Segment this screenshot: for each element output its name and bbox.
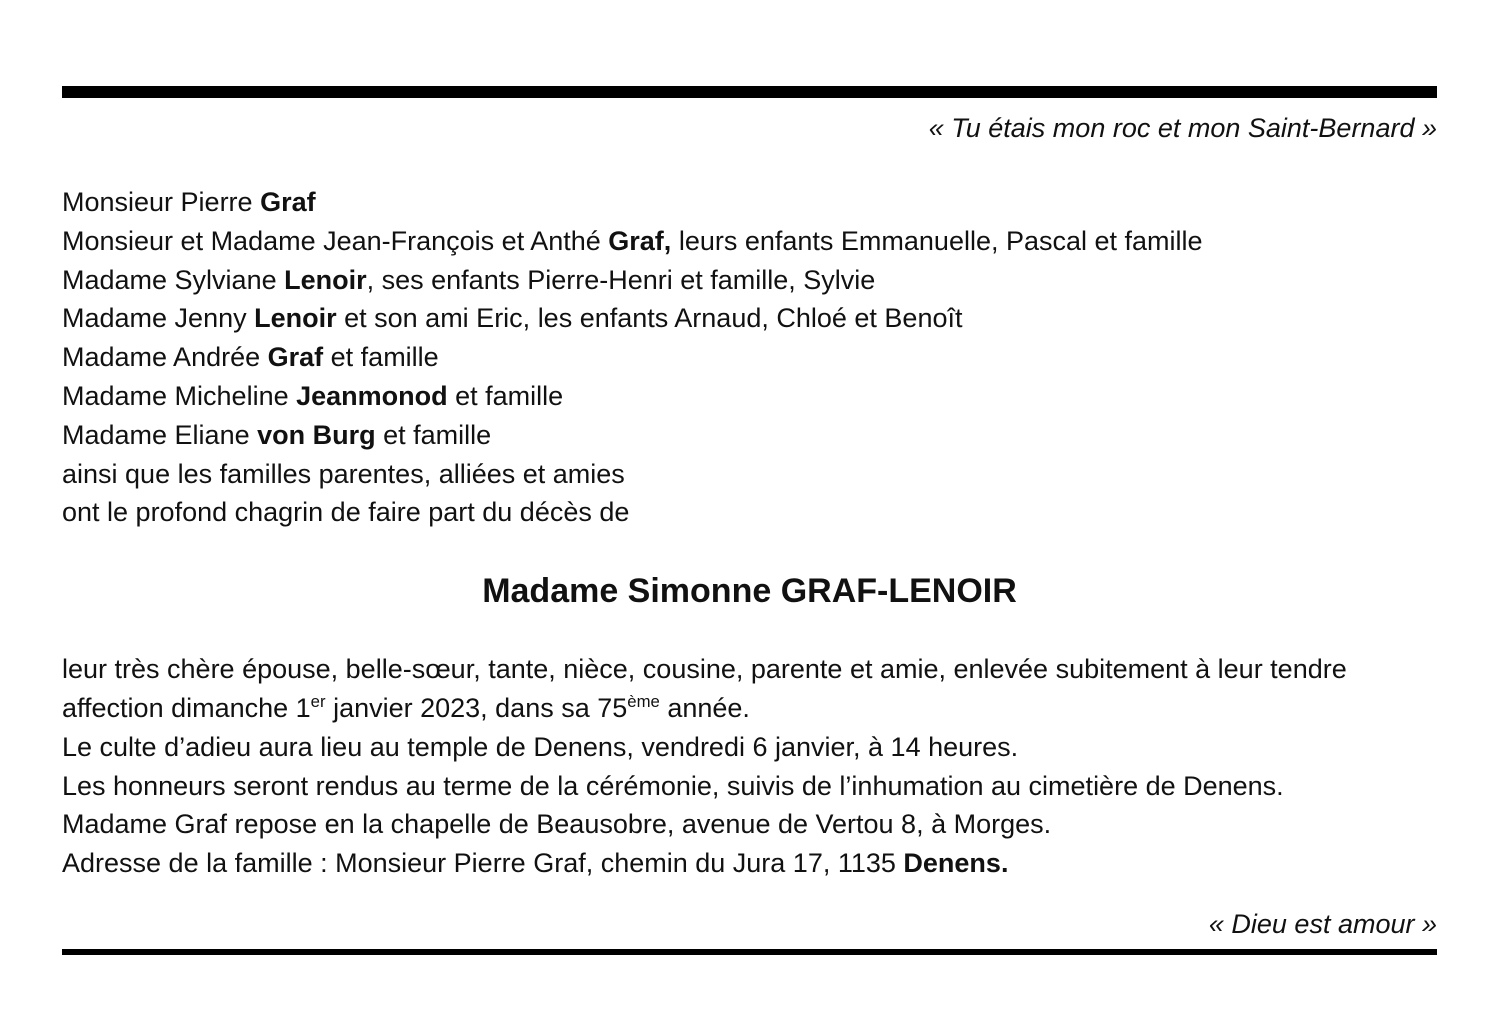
family-line-text: et son ami Eric, les enfants Arnaud, Chloé et Benoît <box>336 303 963 334</box>
notice-paragraph <box>62 650 1437 883</box>
family-line-text: et famille <box>323 342 439 373</box>
family-line-text: Madame Sylviane <box>62 264 285 295</box>
ordinal-superscript: ème <box>627 691 660 711</box>
family-line-text: Monsieur Pierre <box>62 187 261 217</box>
obituary-content <box>62 0 1437 955</box>
family-surname: Lenoir <box>284 264 367 295</box>
family-surname: Jeanmonod <box>296 380 448 411</box>
notice-line-death <box>62 650 1437 728</box>
notice-line-honors: Les honneurs seront rendus au terme de la cérémonie, suivis de l’inhumation au cimetière de Denens. <box>62 770 1284 801</box>
family-surname: Graf, <box>608 225 672 256</box>
family-line-text: ainsi que les familles parentes, alliées et amies <box>62 458 625 489</box>
family-surname: Lenoir <box>254 303 337 334</box>
family-line <box>62 377 1437 416</box>
notice-line-service: Le culte d’adieu aura lieu au temple de Denens, vendredi 6 janvier, à 14 heures. <box>62 731 1019 762</box>
family-line <box>62 338 1437 377</box>
family-line-text: , ses enfants Pierre-Henri et famille, Sylvie <box>366 264 876 295</box>
family-line-text: Madame Jenny <box>62 303 255 334</box>
family-line-text: Madame Andrée <box>62 342 268 373</box>
address-locality: Denens. <box>903 848 1009 879</box>
family-list <box>62 183 1437 532</box>
bottom-quote: « Dieu est amour » <box>1208 908 1437 939</box>
family-line <box>62 261 1437 300</box>
family-line <box>62 299 1437 338</box>
family-line-text: ont le profond chagrin de faire part du décès de <box>62 497 630 528</box>
family-surname: Graf <box>260 187 316 217</box>
family-line <box>62 493 1437 532</box>
family-line <box>62 455 1437 494</box>
notice-text: Adresse de la famille : Monsieur Pierre Graf, chemin du Jura 17, 1135 <box>62 848 904 879</box>
family-line-text: et famille <box>447 380 564 411</box>
notice-text: année. <box>659 692 750 723</box>
bottom-rule <box>62 949 1437 955</box>
family-line <box>62 222 1437 261</box>
notice-text: janvier 2023, dans sa 75 <box>325 692 628 723</box>
family-surname: von Burg <box>257 419 376 450</box>
family-surname: Graf <box>267 342 324 373</box>
notice-text: leur très chère épouse, belle-sœur, tante, nièce, cousine, parente et amie, enlevée subitement à leur tendre affection dimanche 1 <box>62 654 1347 723</box>
family-line-text: leurs enfants Emmanuelle, Pascal et famille <box>671 225 1203 256</box>
notice-line-address <box>62 844 1437 883</box>
family-line <box>62 416 1437 455</box>
ordinal-superscript: er <box>310 691 326 711</box>
family-line-text: et famille <box>375 419 492 450</box>
top-rule <box>62 86 1437 98</box>
deceased-name-title: Madame Simonne GRAF-LENOIR <box>482 572 1017 611</box>
family-line-text: Madame Eliane <box>62 419 258 450</box>
family-line <box>62 183 1437 222</box>
family-line-text: Monsieur et Madame Jean-François et Anthé <box>62 225 609 256</box>
family-line-text: Madame Micheline <box>62 380 297 411</box>
notice-line-chapel: Madame Graf repose en la chapelle de Beausobre, avenue de Vertou 8, à Morges. <box>62 809 1052 840</box>
top-quote: « Tu étais mon roc et mon Saint-Bernard » <box>928 113 1437 143</box>
